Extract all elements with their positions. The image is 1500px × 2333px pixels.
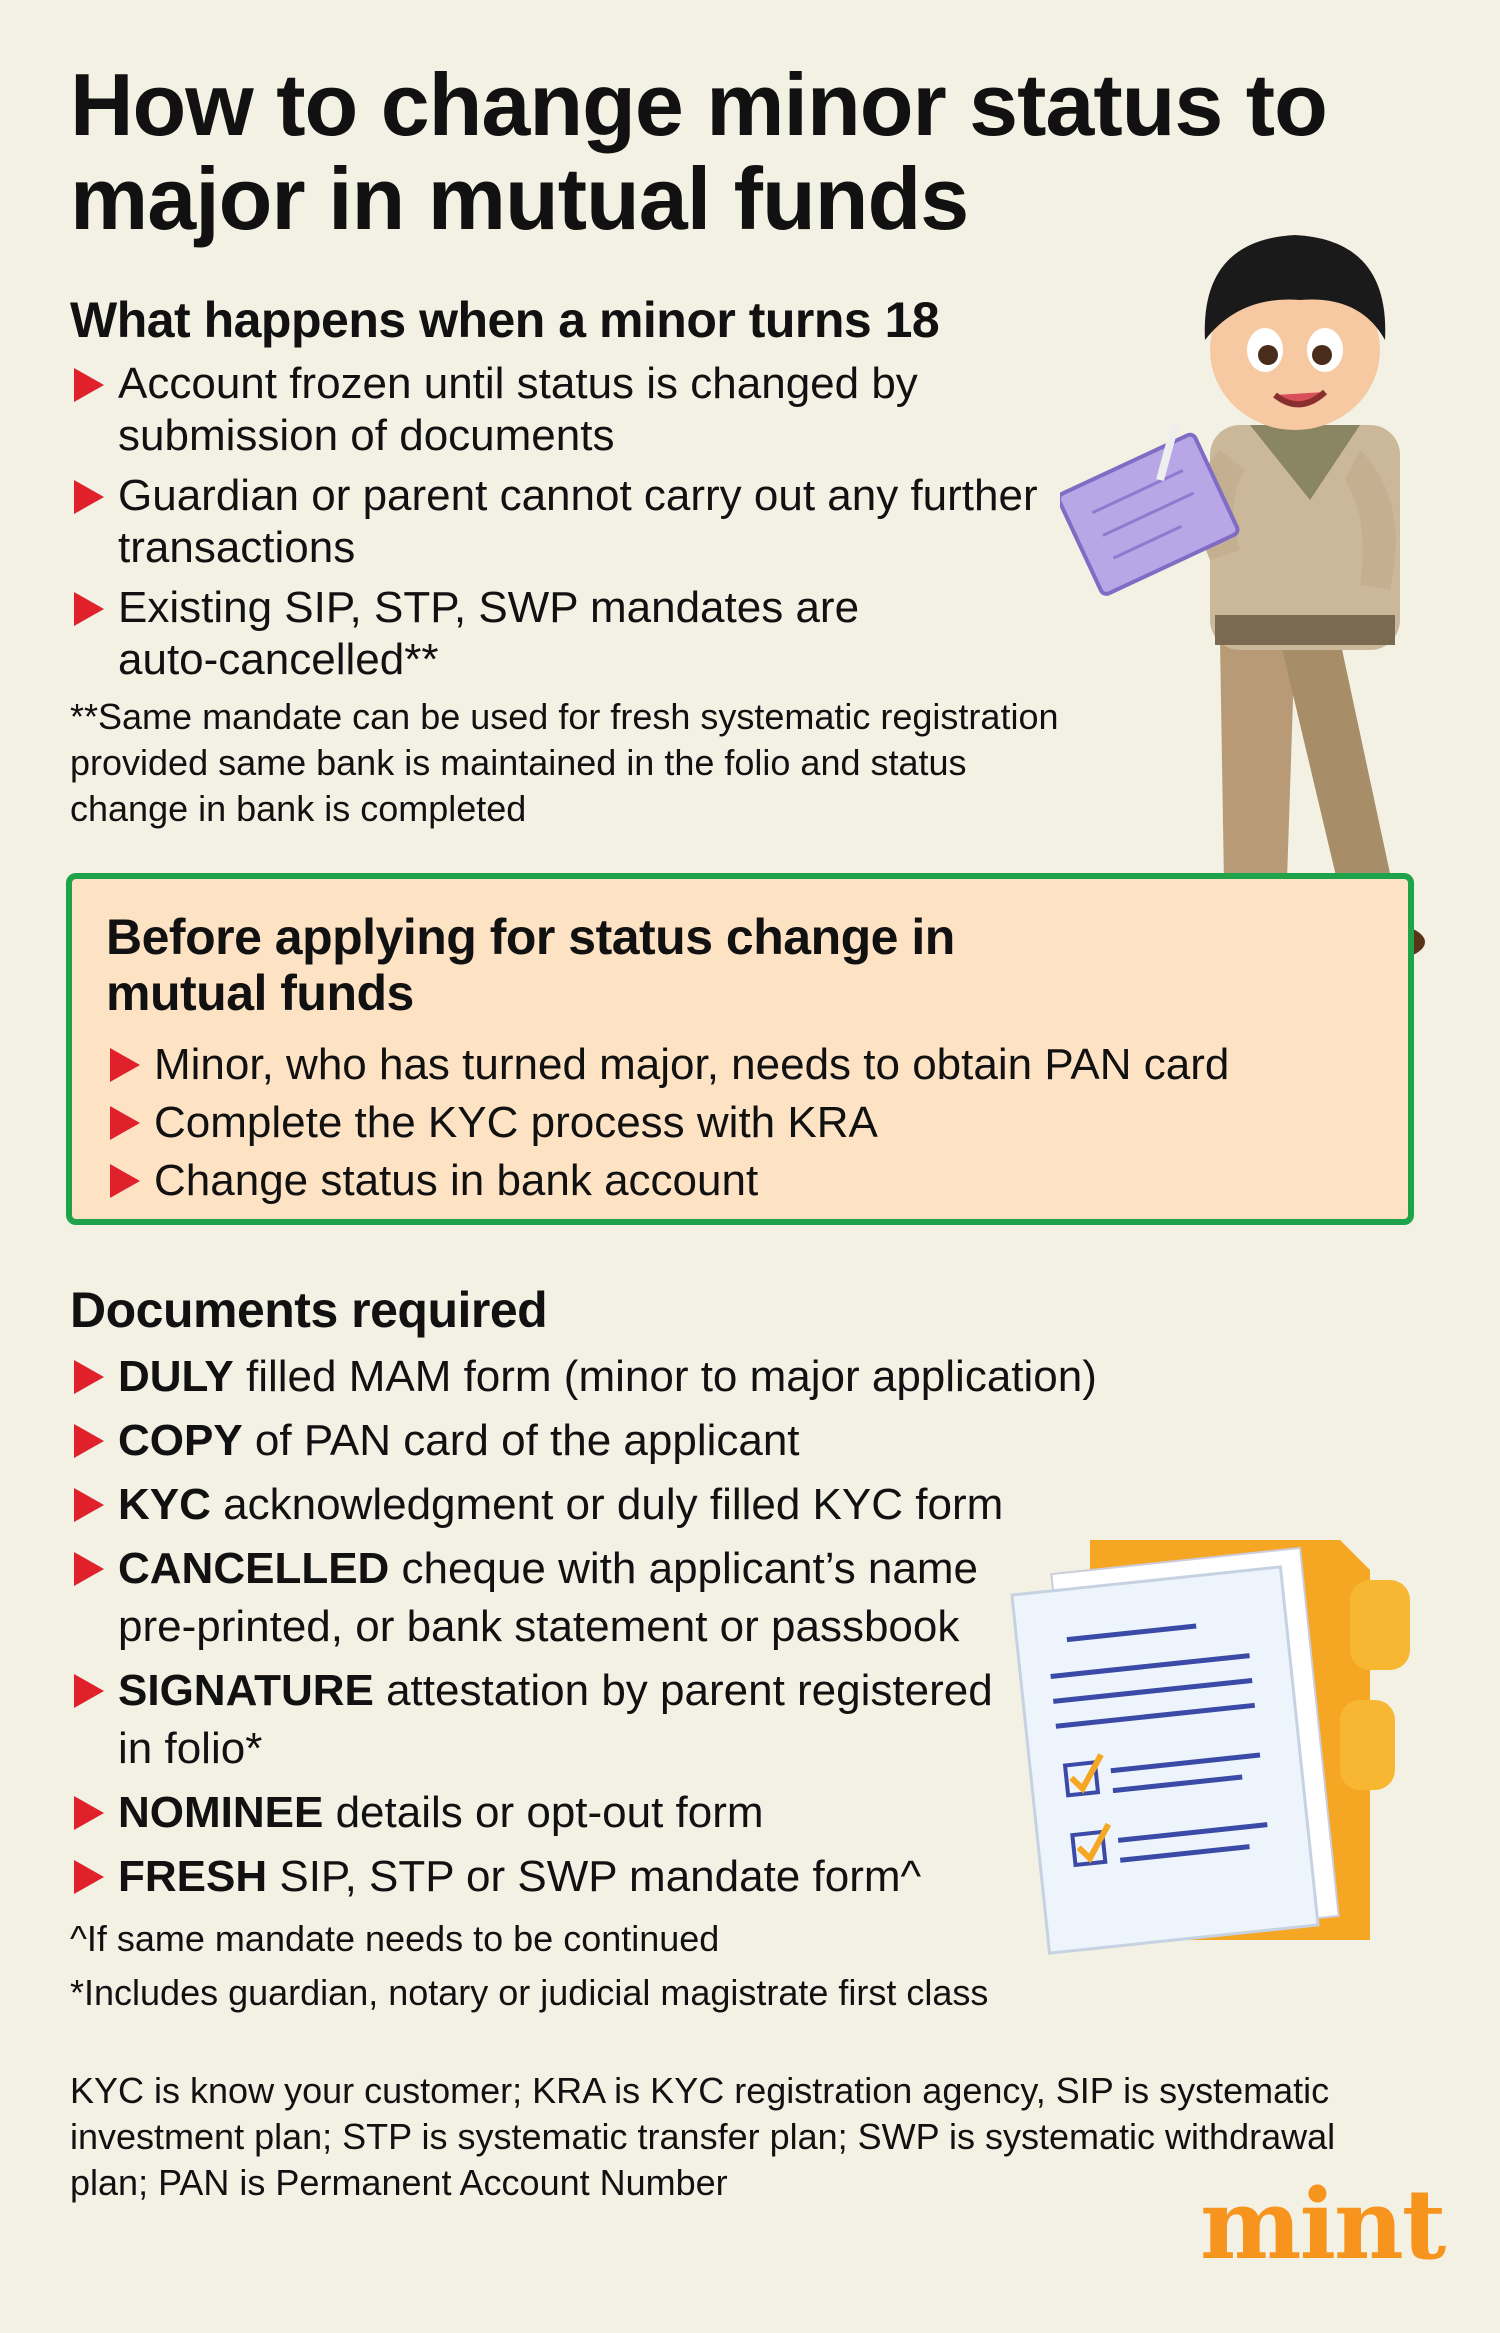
abbreviations-footer: KYC is know your customer; KRA is KYC registration agency, SIP is systematic investment plan; STP is systematic transfer plan; SWP is systematic withdrawal plan; PAN is Permanent Account Number (70, 2070, 1336, 2203)
list-item-text: Change status in bank account (154, 1156, 759, 1205)
list-item-key: COPY (118, 1416, 243, 1465)
prerequisites-list (106, 1039, 1374, 1207)
list-item (106, 1039, 1374, 1091)
list-item-text: filled MAM form (minor to major application) (233, 1352, 1097, 1401)
list-item-key: SIGNATURE (118, 1666, 374, 1715)
minor-turns-18-section (70, 292, 1090, 832)
list-item-key: NOMINEE (118, 1788, 324, 1837)
section-heading: Documents required (70, 1282, 548, 1338)
bullet-icon (74, 1552, 104, 1586)
section-heading: What happens when a minor turns 18 (70, 292, 940, 348)
bullet-icon (110, 1164, 140, 1198)
list-item (106, 1097, 1374, 1149)
list-item-key: KYC (118, 1480, 211, 1529)
section-heading: Before applying for status change in mutual funds (106, 909, 955, 1021)
list-item-text: cheque with applicant’s name pre-printed, or bank statement or passbook (118, 1544, 978, 1651)
list-item (70, 1540, 1018, 1656)
list-item (70, 1348, 1190, 1406)
mint-logo: mint (1200, 2168, 1445, 2281)
list-item-text: Existing SIP, STP, SWP mandates are auto-cancelled** (118, 583, 860, 684)
list-item (70, 470, 1070, 574)
list-item-text: Complete the KYC process with KRA (154, 1098, 878, 1147)
bullet-icon (74, 368, 104, 402)
list-item-text: acknowledgment or duly filled KYC form (210, 1480, 1004, 1529)
page-title: How to change minor status to major in mutual funds (70, 55, 1327, 248)
list-item-text: SIP, STP or SWP mandate form^ (267, 1852, 922, 1901)
bullet-icon (74, 592, 104, 626)
bullet-icon (74, 1360, 104, 1394)
list-item (70, 358, 1070, 462)
list-item-text: of PAN card of the applicant (242, 1416, 800, 1465)
list-item-text: Guardian or parent cannot carry out any further transactions (118, 471, 1038, 572)
list-item-text: attestation by parent registered in folio* (118, 1666, 993, 1773)
bullet-icon (74, 1424, 104, 1458)
list-item-text: Minor, who has turned major, needs to obtain PAN card (154, 1040, 1230, 1089)
bullet-icon (110, 1106, 140, 1140)
signature-footnote: *Includes guardian, notary or judicial magistrate first class (70, 1972, 989, 2013)
bullet-icon (74, 1674, 104, 1708)
list-item-key: CANCELLED (118, 1544, 390, 1593)
bullet-icon (110, 1048, 140, 1082)
list-item-key: DULY (118, 1352, 234, 1401)
mandate-footnote: **Same mandate can be used for fresh systematic registration provided same bank is maintained in the folio and status change in bank is completed (70, 696, 1059, 829)
before-applying-box (66, 873, 1414, 1225)
list-item-key: FRESH (118, 1852, 268, 1901)
mandate-footnote: ^If same mandate needs to be continued (70, 1918, 720, 1959)
list-item-text: details or opt-out form (323, 1788, 764, 1837)
list-item (70, 1412, 1190, 1470)
list-item (70, 1662, 1018, 1778)
list-item (70, 582, 878, 686)
boy-with-notepad-illustration (1060, 200, 1440, 990)
list-item (106, 1155, 1374, 1207)
document-folder-illustration (1010, 1520, 1430, 1960)
bullet-icon (74, 1796, 104, 1830)
list-item-text: Account frozen until status is changed by submission of documents (118, 359, 918, 460)
bullet-icon (74, 1860, 104, 1894)
bullet-icon (74, 1488, 104, 1522)
bullet-icon (74, 480, 104, 514)
consequences-list (70, 358, 1070, 686)
